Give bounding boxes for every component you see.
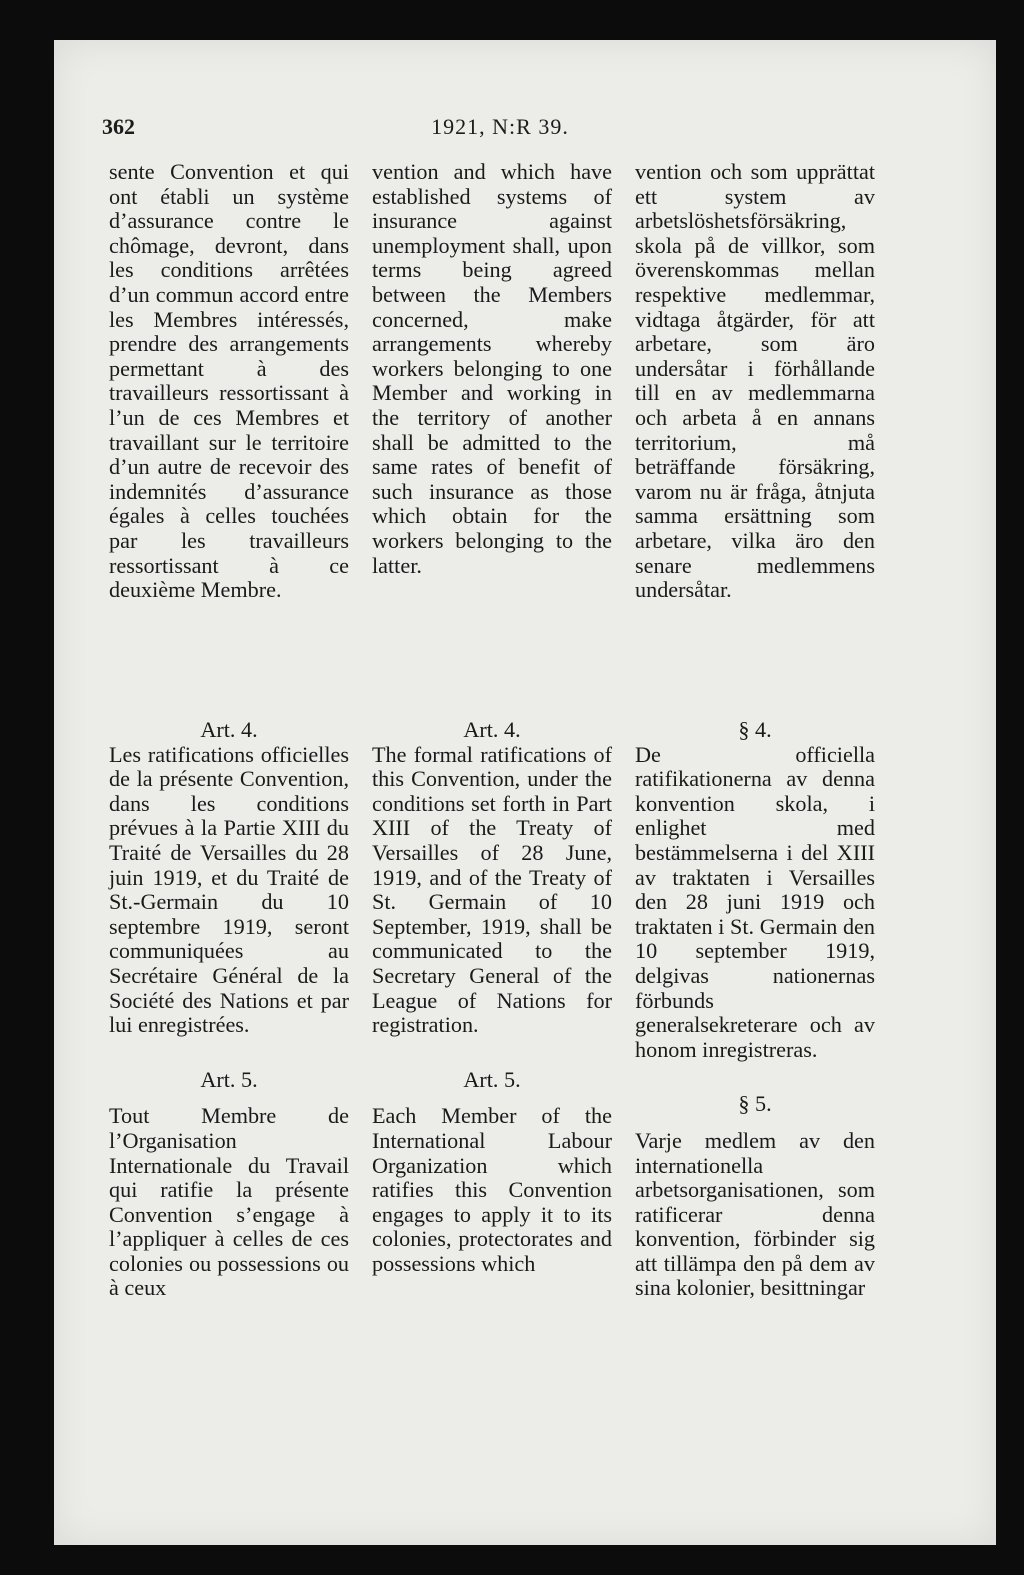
page-header: [102, 114, 898, 142]
page-number: 362: [102, 114, 135, 139]
english-column: [372, 160, 612, 1276]
french-column: [109, 160, 349, 1301]
swedish-section-5-heading: § 5.: [738, 1091, 772, 1117]
swedish-section-5-text: Varje medlem av den internationella arbetsorganisationen, som ratificerar denna konvention, förbinder sig att tillämpa den på dem av sina kolonier, besittningar: [635, 1127, 875, 1301]
french-article-3-text: sente Convention et qui ont établi un système d’assurance contre le chômage, devront, dans les conditions arrêtées d’un commun accord entre les Membres intéressés, prendre des arrangements permettant à des travailleurs ressortissant à l’un de ces Membres et travaillant sur le territoire d’un autre de recevoir des indemnités d’assurance égales à celles touchées par les travailleurs ressortissant à ce deuxième Membre.: [109, 159, 349, 603]
running-head: 1921, N:R 39.: [431, 114, 569, 139]
french-article-5-text: Tout Membre de l’Organisation Internationale du Travail qui ratifie la présente Convention s’engage à l’appliquer à celles de ces colonies ou possessions ou à ceux: [109, 1103, 349, 1301]
french-article-5-heading: Art. 5.: [200, 1066, 258, 1092]
english-article-4-text: The formal ratifications of this Convention, under the conditions set forth in Part XIII of the Treaty of Versailles of 28 June, 1919, and of the Treaty of St. Germain of 10 September, 1919, shall be communicated to the Secretary General of the League of Nations for registration.: [372, 741, 612, 1038]
french-article-4-heading: Art. 4.: [200, 717, 258, 742]
swedish-article-3-text: vention och som upprättat ett system av arbetslöshetsförsäkring, skola på de villkor, som överenskommas mellan respektive medlemmar, vidtaga åtgärder, för att arbetare, som äro undersåtar i förhållande till en av medlemmarna och arbeta å en annans territorium, må beträffande försäkring, varom nu är fråga, åtnjuta samma ersättning som arbetare, vilka äro den senare medlemmens undersåtar.: [635, 159, 875, 603]
english-article-5-text: Each Member of the International Labour Organization which ratifies this Convention engages to apply it to its colonies, protectorates and possessions which: [372, 1103, 612, 1276]
english-article-3-text: vention and which have established systems of insurance against unemployment shall, upon terms being agreed between the Members concerned, make arrangements whereby workers belonging to one Member and working in the territory of another shall be admitted to the same rates of benefit of such insurance as those which obtain for the workers belonging to the latter.: [372, 159, 612, 578]
english-article-5-heading: Art. 5.: [463, 1066, 521, 1092]
swedish-section-4-heading: § 4.: [738, 717, 772, 742]
swedish-section-4-text: De officiella ratifikationerna av denna konvention skola, i enlighet med bestämmelserna i del XIII av traktaten i Versailles den 28 juni 1919 och traktaten i St. Germain den 10 september 1919, delgivas nationernas förbunds generalsekreterare och av honom inregistreras.: [635, 741, 875, 1062]
english-article-4-heading: Art. 4.: [463, 717, 521, 742]
swedish-column: [635, 160, 875, 1301]
french-article-4-text: Les ratifications officielles de la présente Convention, dans les conditions prévues à la Partie XIII du Traité de Versailles du 28 juin 1919, et du Traité de St.-Germain du 10 septembre 1919, seront communiquées au Secrétaire Général de la Société des Nations et par lui enregistrées.: [109, 741, 349, 1038]
